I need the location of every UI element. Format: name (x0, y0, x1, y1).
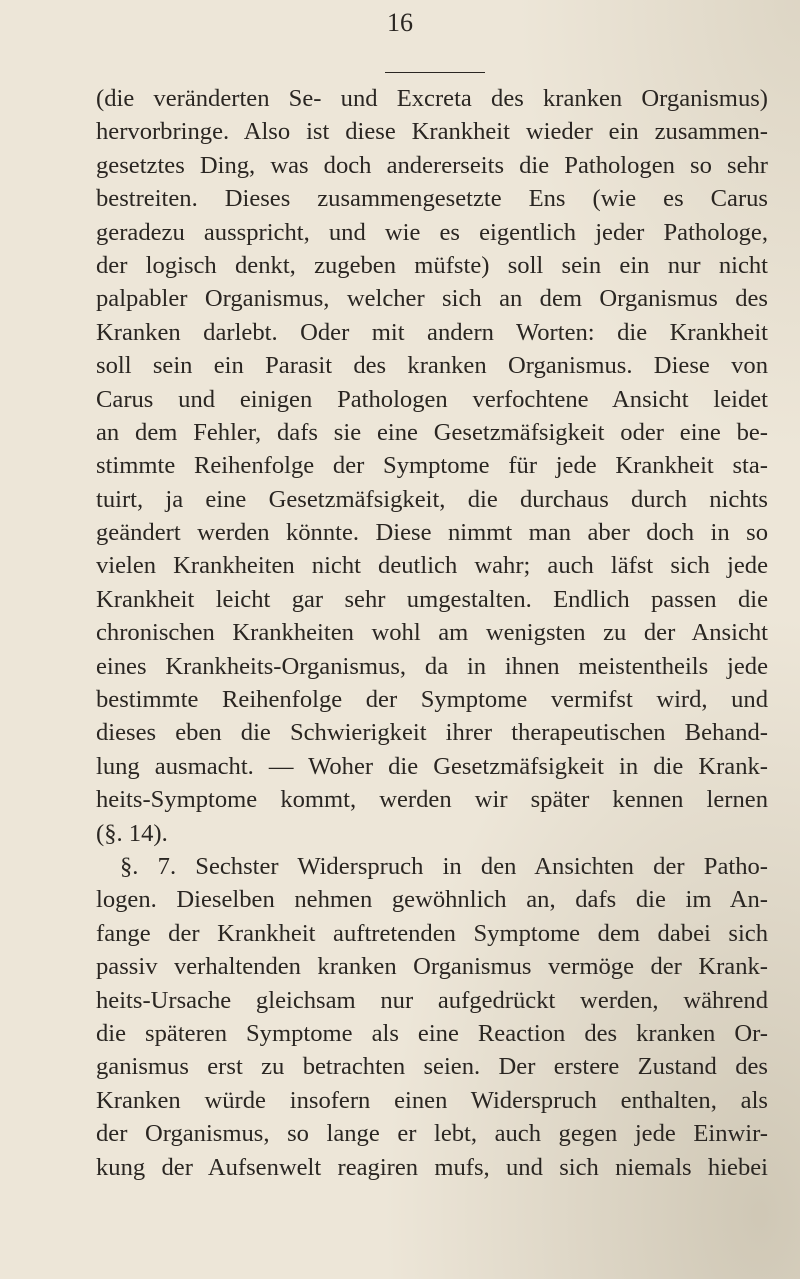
text-line: fange der Krankheit auftretenden Symptome dem dabei sich (96, 919, 768, 947)
text-line: chronischen Krankheiten wohl am wenigsten zu der Ansicht (96, 619, 768, 647)
text-line: ganismus erst zu betrachten seien. Der erstere Zustand des (96, 1053, 768, 1081)
text-line: geändert werden könnte. Diese nimmt man aber doch in so (96, 519, 768, 547)
text-line: heits-Symptome kommt, werden wir später kennen lernen (96, 786, 768, 814)
page-number: 16 (387, 8, 413, 37)
text-line: soll sein ein Parasit des kranken Organismus. Diese von (96, 352, 768, 380)
text-line: gesetztes Ding, was doch andererseits die Pathologen so sehr (96, 151, 768, 179)
text-line: Krankheit leicht gar sehr umgestalten. Endlich passen die (96, 585, 768, 613)
text-line: palpabler Organismus, welcher sich an dem Organismus des (96, 285, 768, 313)
text-line: heits-Ursache gleichsam nur aufgedrückt werden, während (96, 986, 768, 1014)
text-line: (die veränderten Se- und Excreta des kranken Organismus) (96, 85, 768, 112)
text-line: Carus und einigen Pathologen verfochtene Ansicht leidet (96, 385, 768, 413)
text-line: der Organismus, so lange er lebt, auch gegen jede Einwir- (96, 1120, 768, 1148)
text-line: stimmte Reihenfolge der Symptome für jede Krankheit sta- (96, 452, 768, 480)
text-line: der logisch denkt, zugeben müfste) soll sein ein nur nicht (96, 251, 768, 279)
text-line: lung ausmacht. — Woher die Gesetzmäfsigkeit in die Krank- (96, 752, 768, 780)
text-line: Kranken würde insofern einen Widerspruch enthalten, als (96, 1086, 768, 1114)
text-line: dieses eben die Schwierigkeit ihrer therapeutischen Behand- (96, 719, 768, 747)
text-line: eines Krankheits-Organismus, da in ihnen meistentheils jede (96, 652, 768, 680)
text-line: bestreiten. Dieses zusammengesetzte Ens (wie es Carus (96, 185, 768, 213)
text-line: hervorbringe. Also ist diese Krankheit wieder ein zusammen- (96, 118, 768, 146)
text-line: bestimmte Reihenfolge der Symptome vermifst wird, und (96, 686, 768, 714)
section-heading-line: §. 7. Sechster Widerspruch in den Ansichten der Patho- (120, 852, 768, 880)
text-line: tuirt, ja eine Gesetzmäfsigkeit, die durchaus durch nichts (96, 485, 768, 513)
text-line: Kranken darlebt. Oder mit andern Worten: die Krankheit (96, 318, 768, 346)
text-line: geradezu ausspricht, und wie es eigentlich jeder Pathologe, (96, 218, 768, 246)
text-line: die späteren Symptome als eine Reaction des kranken Or- (96, 1019, 768, 1047)
text-line: passiv verhaltenden kranken Organismus vermöge der Krank- (96, 953, 768, 981)
text-line: an dem Fehler, dafs sie eine Gesetzmäfsigkeit oder eine be- (96, 418, 768, 446)
header-rule (385, 72, 485, 73)
text-line: kung der Aufsenwelt reagiren mufs, und sich niemals hiebei (96, 1153, 768, 1181)
body-text (96, 82, 768, 1184)
text-line: logen. Dieselben nehmen gewöhnlich an, dafs die im An- (96, 886, 768, 914)
text-line: vielen Krankheiten nicht deutlich wahr; auch läfst sich jede (96, 552, 768, 580)
paragraph-end-line: (§. 14). (96, 819, 168, 847)
